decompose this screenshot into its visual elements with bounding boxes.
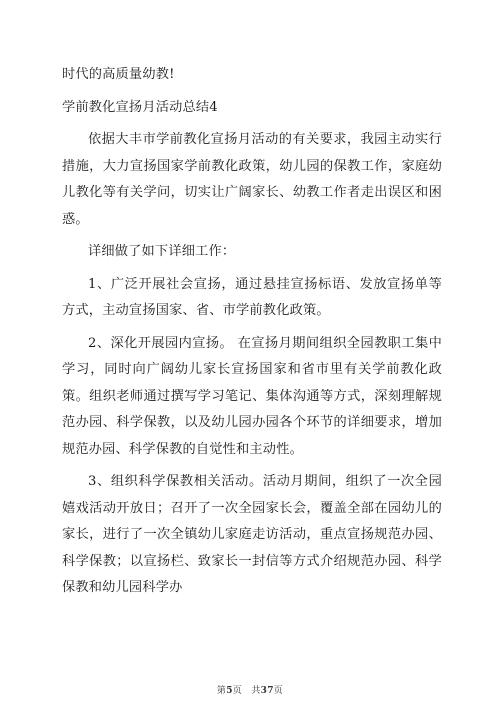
footer-total-pages: 37 <box>260 686 274 696</box>
paragraph-intro: 依据大丰市学前教化宣扬月活动的有关要求，我园主动实行措施，大力宣扬国家学前教化政策，幼儿园的保教工作，家庭幼儿教化等有关学问，切实让广阔家长、幼教工作者走出误区和困惑。 <box>62 132 442 227</box>
footer-suffix: 页 <box>273 686 284 696</box>
continuation-line: 时代的高质量幼教! <box>62 67 175 82</box>
page-content <box>62 62 442 608</box>
paragraph-work-heading: 详细做了如下详细工作： <box>88 244 236 259</box>
paragraph-item-1: 1、广泛开展社会宣扬，通过悬挂宣扬标语、发放宣扬单等方式，主动宣扬国家、省、市学前教化政策。 <box>62 276 442 318</box>
footer-current-page: 5 <box>226 686 233 696</box>
page-footer <box>0 683 500 696</box>
paragraph-item-2: 2、深化开展园内宣扬。 在宣扬月期间组织全园教职工集中学习，同时向广阔幼儿家长宣扬国家和省市里有关学前教化政策。组织老师通过撰写学习笔记、集体沟通等方式，深刻理解规范办园、科学保教，以及幼儿园办园各个环节的详细要求，增加规范办园、科学保教的自觉性和主动性。 <box>62 335 442 457</box>
paragraph-item-3: 3、组织科学保教相关活动。活动月期间，组织了一次全园嬉戏活动开放日；召开了一次全园家长会，覆盖全部在园幼儿的家长，进行了一次全镇幼儿家庭走访活动，重点宣扬规范办园、科学保教；以宣扬栏、致家长一封信等方式介绍规范办园、科学保教和幼儿园科学办 <box>62 474 442 595</box>
section-title: 学前教化宣扬月活动总结4 <box>62 99 218 115</box>
footer-prefix: 第 <box>216 686 227 696</box>
footer-mid: 页 共 <box>232 686 261 696</box>
